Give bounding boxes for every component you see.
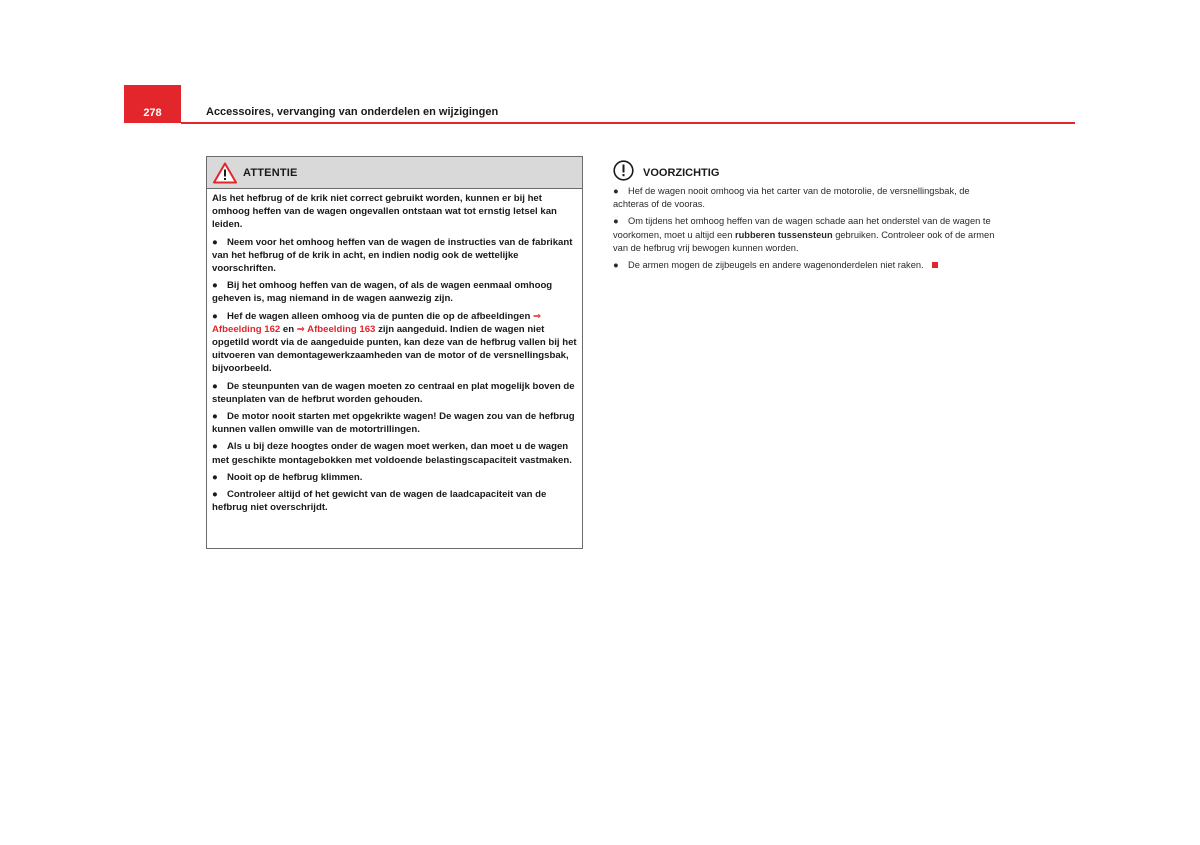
figure-link-162[interactable]: ⇒ Afbeelding 162 (212, 310, 542, 335)
header-divider (181, 122, 1075, 124)
warning-bullet: ● Hef de wagen alleen omhoog via de punten die op de afbeeldingen ⇒ Afbeelding 162 en ⇒ Afbeelding 163 zijn aangeduid. Indien de wagen niet opgetild wordt via de aangeduide punten, kan deze van de hefbrug vallen bij het uitvoeren van demontagewerkzaamheden van de motor of de versnellingsbak, bijvoorbeeld. (212, 310, 577, 375)
chapter-title: Accessoires, vervanging van onderdelen en wijzigingen (206, 106, 499, 118)
warning-bullet: ● Controleer altijd of het gewicht van de wagen de laadcapaciteit van de hefbrug niet overschrijdt. (212, 489, 547, 514)
emphasis-text: rubberen tussensteun (734, 229, 833, 240)
warning-bullet: ● Als u bij deze hoogtes onder de wagen moet werken, dan moet u de wagen met geschikte montagebokken met voldoende belastingscapaciteit vastmaken. (212, 441, 572, 466)
warning-triangle-icon (213, 162, 237, 184)
warning-bullet: ● Bij het omhoog heffen van de wagen, of als de wagen eenmaal omhoog geheven is, mag niemand in de wagen aanwezig zijn. (212, 280, 553, 305)
warning-body (207, 189, 582, 514)
exclamation-circle-icon (613, 160, 634, 181)
warning-bullet: ● De steunpunten van de wagen moeten zo centraal en plat mogelijk boven de steunplaten van de hefbrut worden gehouden. (212, 380, 575, 405)
warning-bullet: ● De motor nooit starten met opgekrikte wagen! De wagen zou van de hefbrug kunnen vallen omwille van de motortrillingen. (212, 411, 575, 436)
warning-intro: Als het hefbrug of de krik niet correct gebruikt worden, kunnen er bij het omhoog heffen van de wagen ongevallen ontstaan wat tot ernstig letsel kan leiden. (212, 193, 557, 231)
caution-bullet: ● Hef de wagen nooit omhoog via het carter van de motorolie, de versnellingsbak, de achteras of de vooras. (613, 186, 970, 210)
page-number-tab (124, 85, 181, 123)
caution-section (613, 159, 1003, 276)
caution-title: VOORZICHTIG (643, 167, 720, 179)
warning-title: ATTENTIE (243, 166, 298, 179)
page-number: 278 (143, 107, 162, 119)
figure-link-163[interactable]: ⇒ Afbeelding 163 (296, 323, 376, 335)
warning-header (207, 157, 582, 189)
end-of-section-marker (932, 262, 938, 268)
caution-bullet: ● De armen mogen de zijbeugels en andere wagenonderdelen niet raken. (613, 259, 1003, 272)
warning-box (206, 156, 583, 549)
warning-bullet: ● Neem voor het omhoog heffen van de wagen de instructies van de fabrikant van het hefbrug of de krik in acht, en indien nodig ook de wettelijke voorschriften. (212, 236, 573, 275)
caution-body (613, 185, 1003, 272)
caution-header (613, 159, 1003, 181)
caution-bullet: ● Om tijdens het omhoog heffen van de wagen schade aan het onderstel van de wagen te voorkomen, moet u altijd een rubberen tussensteun gebruiken. Controleer ook of de armen van de hefbrug vrij bewogen kunnen worden. (613, 216, 995, 253)
warning-bullet: ● Nooit op de hefbrug klimmen. (212, 471, 363, 483)
